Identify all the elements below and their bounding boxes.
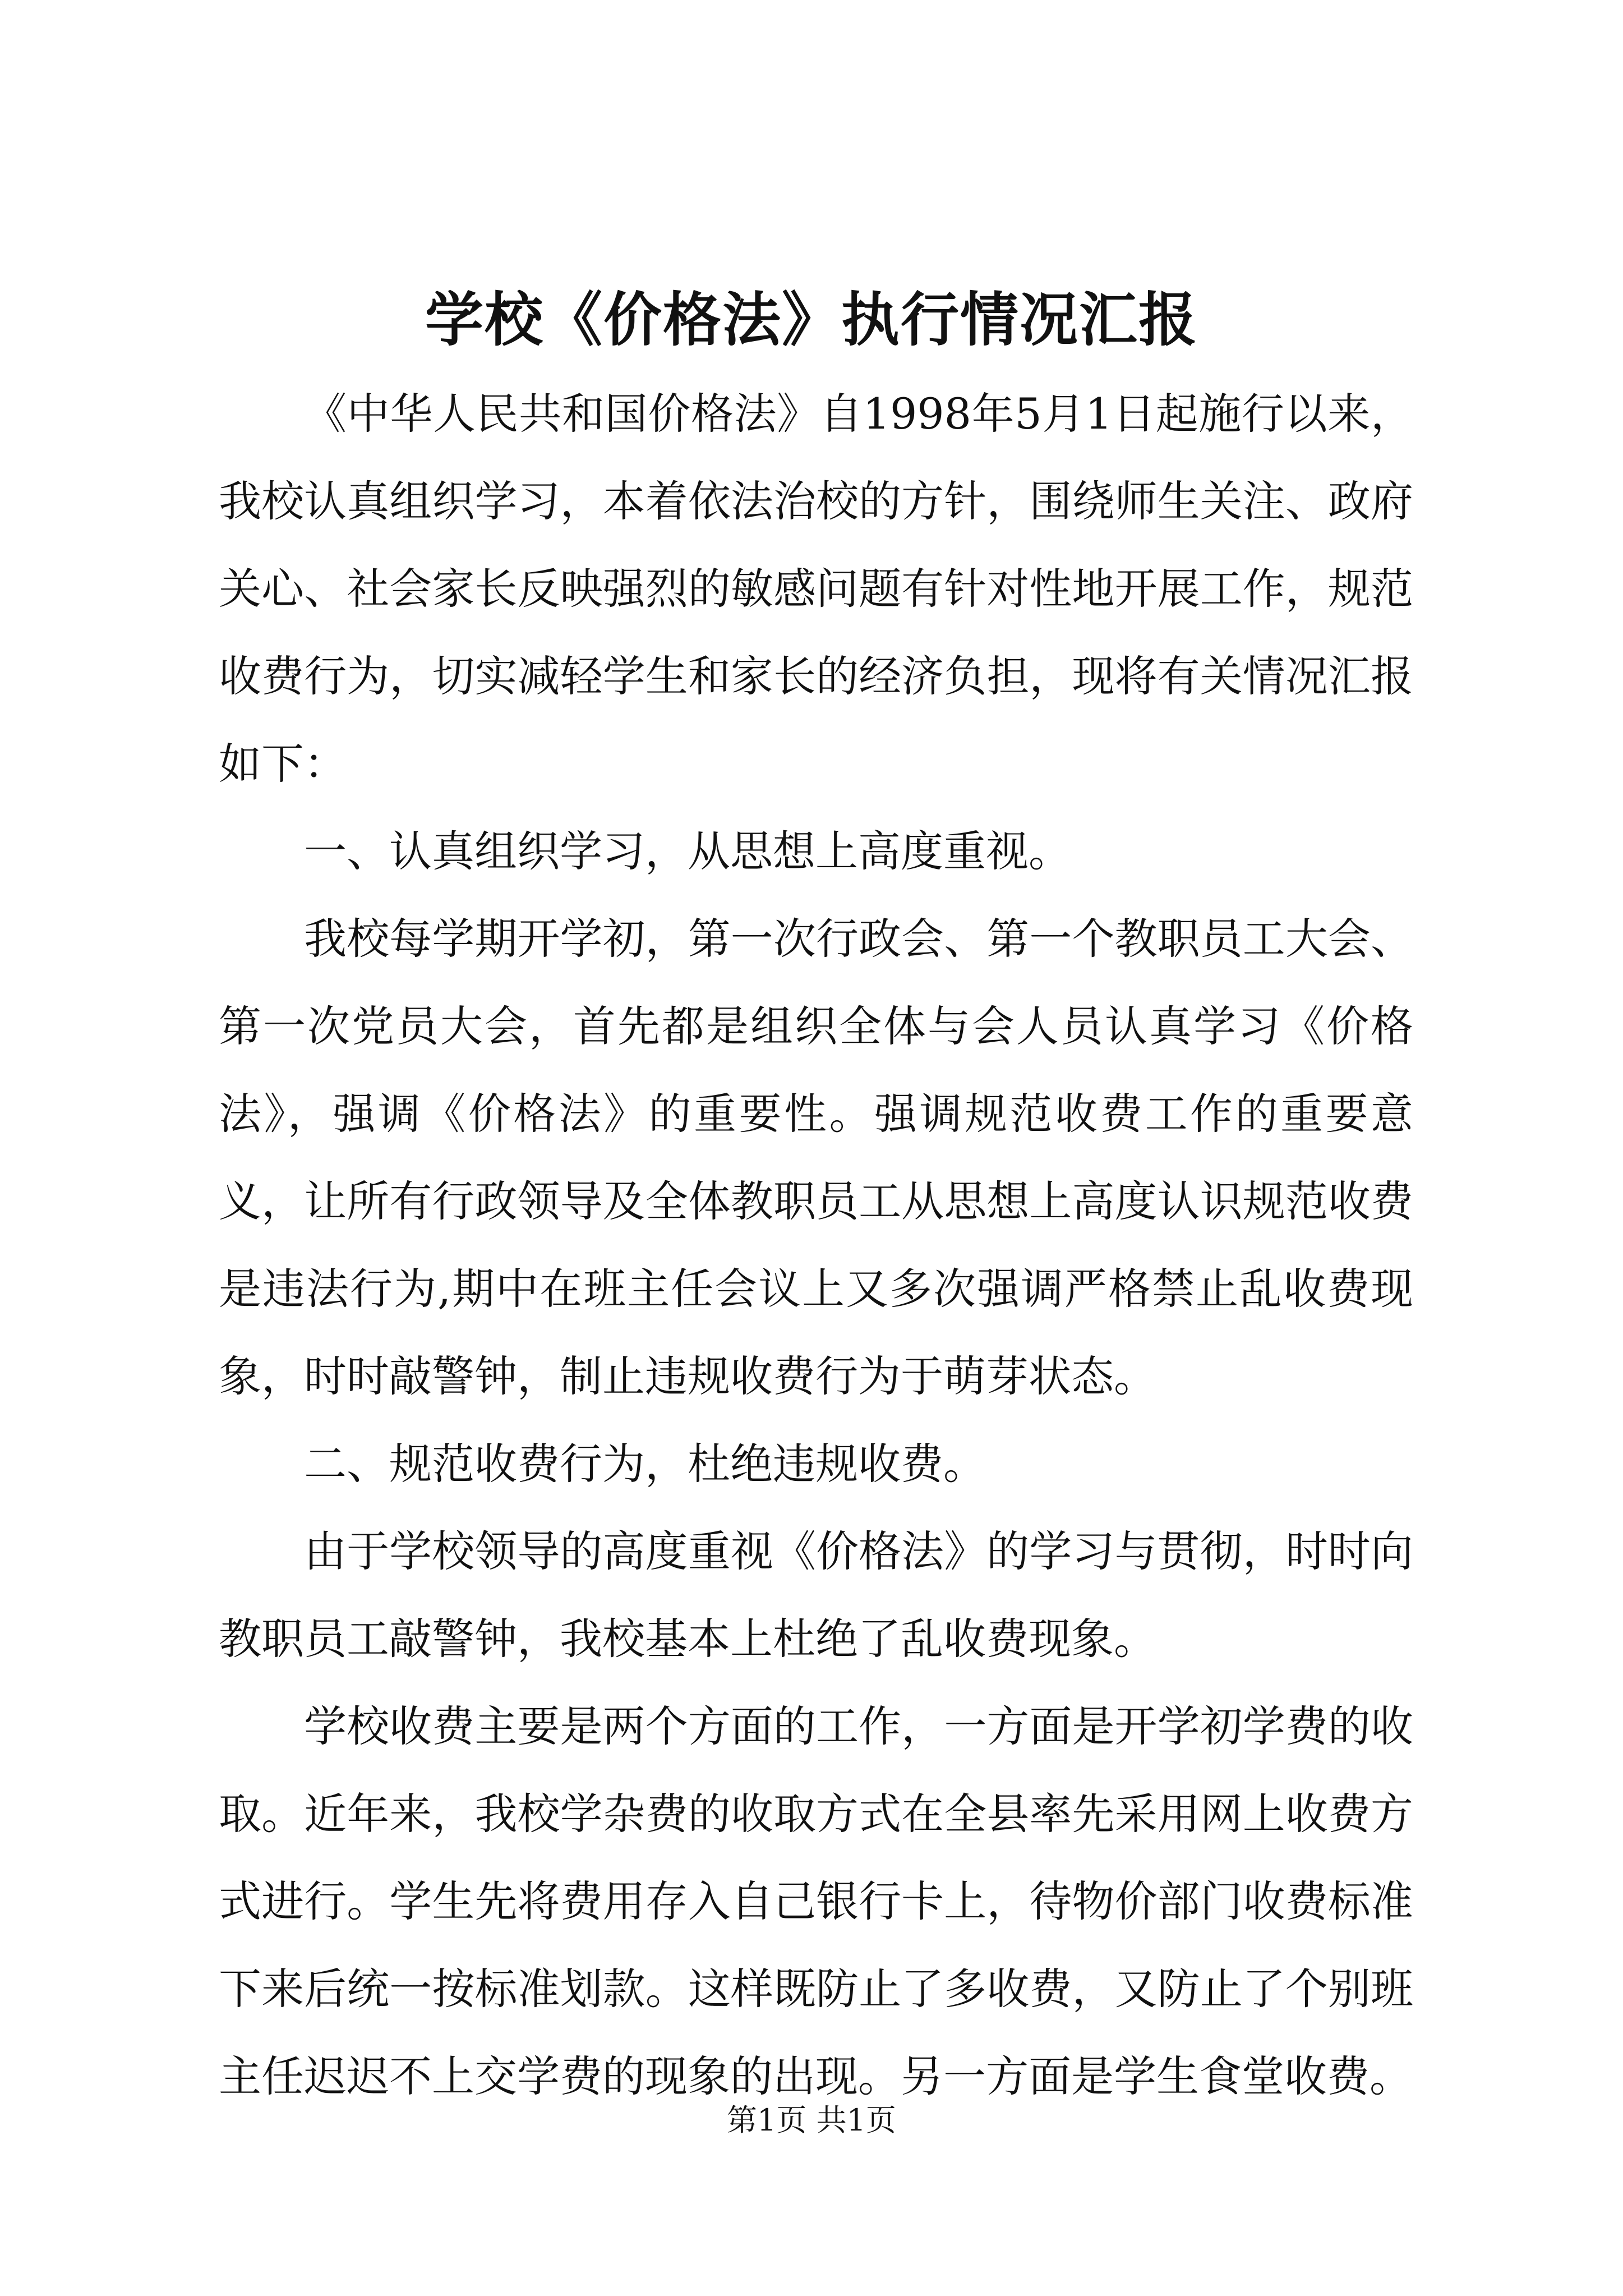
- paragraph-intro: 《中华人民共和国价格法》自1998年5月1日起施行以来，我校认真组织学习，本着依法治校的方针，围绕师生关注、政府关心、社会家长反映强烈的敏感问题有针对性地开展工作，规范收费行为，切实减轻学生和家长的经济负担，现将有关情况汇报如下：: [219, 389, 1413, 789]
- paragraph-section-2b: 学校收费主要是两个方面的工作，一方面是开学初学费的收取。近年来，我校学杂费的收取方式在全县率先采用网上收费方式进行。学生先将费用存入自己银行卡上，待物价部门收费标准下来后统一按标准划款。这样既防止了多收费，又防止了个别班主任迟迟不上交学费的现象的出现。另一方面是学生食堂收费。: [219, 1701, 1413, 2101]
- page-footer: 第1页 共1页: [727, 2102, 896, 2138]
- document-title: 学校《价格法》执行情况汇报: [425, 285, 1198, 354]
- paragraph-section-1: 我校每学期开学初，第一次行政会、第一个教职员工大会、第一次党员大会，首先都是组织全体与会人员认真学习《价格法》，强调《价格法》的重要性。强调规范收费工作的重要意义，让所有行政领导及全体教职员工从思想上高度认识规范收费是违法行为,期中在班主任会议上又多次强调严格禁止乱收费现象，时时敲警钟，制止违规收费行为于萌芽状态。: [219, 914, 1413, 1401]
- section-heading-2: 二、规范收费行为，杜绝违规收费。: [304, 1439, 986, 1489]
- paragraph-section-2a: 由于学校领导的高度重视《价格法》的学习与贯彻，时时向教职员工敲警钟，我校基本上杜绝了乱收费现象。: [219, 1526, 1413, 1664]
- document-body: [219, 370, 1413, 2120]
- section-heading-1: 一、认真组织学习，从思想上高度重视。: [304, 826, 1071, 876]
